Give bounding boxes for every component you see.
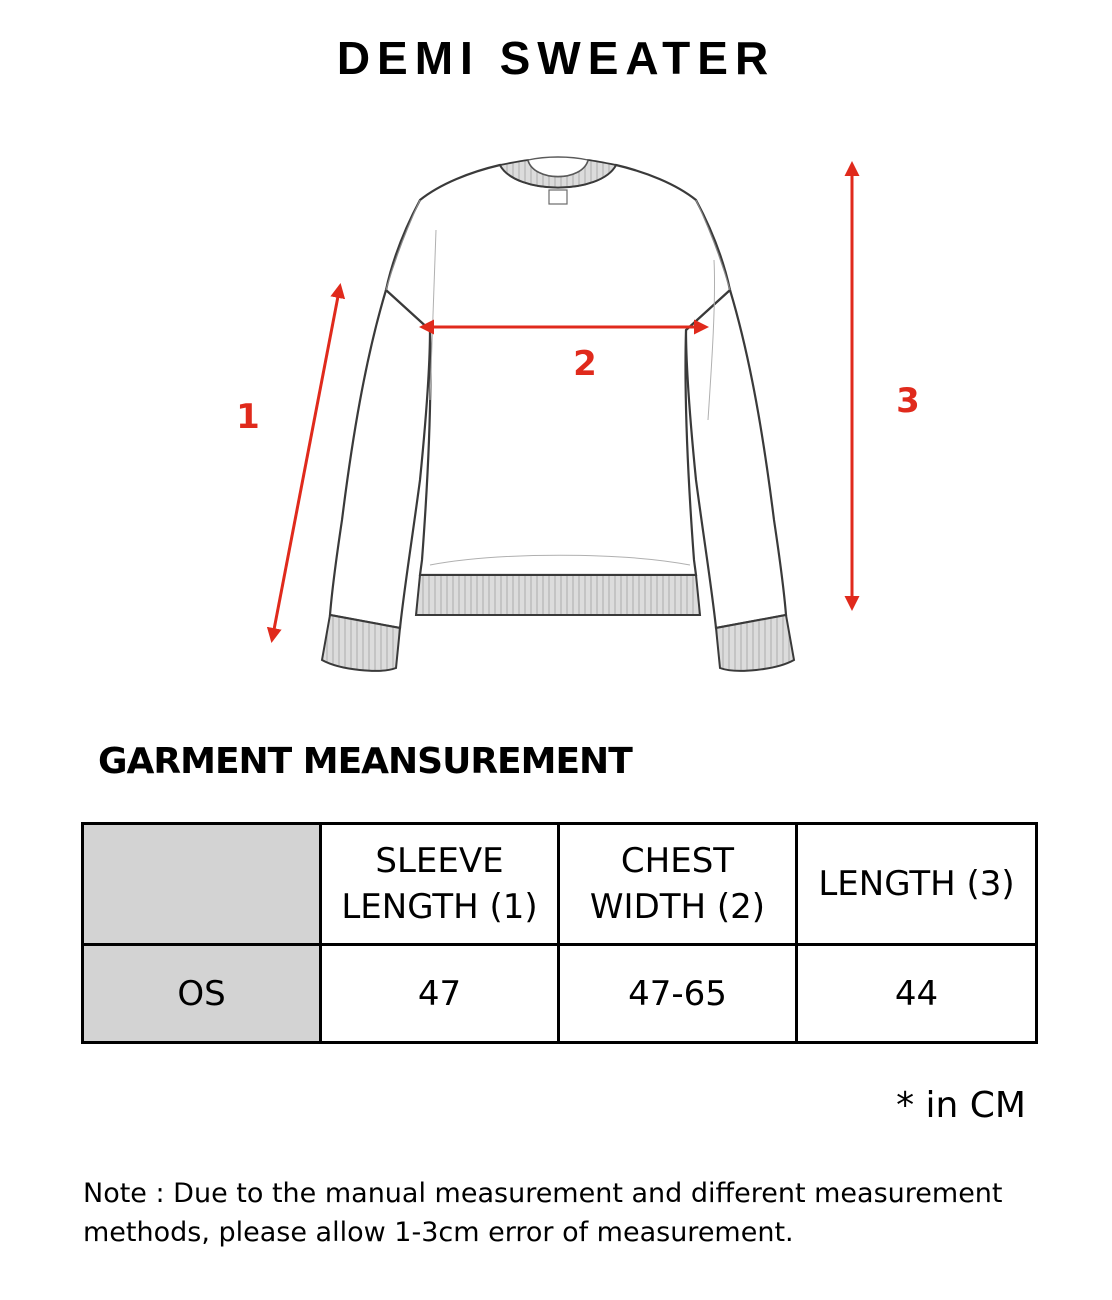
right-sleeve (686, 290, 786, 628)
column-header-line: CHEST (620, 841, 735, 881)
chest-width-value: 47-65 (559, 945, 797, 1043)
table-corner-cell (83, 824, 321, 945)
column-header-length (797, 824, 1037, 945)
length-value: 44 (797, 945, 1037, 1043)
hem-rib (416, 575, 700, 615)
sleeve-length-arrow (272, 286, 340, 640)
left-sleeve (330, 290, 430, 628)
column-header-sleeve-length (321, 824, 559, 945)
column-header-line: WIDTH (2) (589, 887, 766, 927)
marker-3-label: 3 (896, 381, 920, 421)
sweater-body (386, 165, 730, 575)
measurement-table (81, 822, 1038, 1044)
table-header-row (83, 824, 1037, 945)
page-title: DEMI SWEATER (336, 32, 776, 84)
column-header-chest-width (559, 824, 797, 945)
measurement-heading: GARMENT MEANSUREMENT (98, 741, 632, 782)
table-row (83, 945, 1037, 1043)
sweater-diagram (0, 140, 1112, 700)
measurement-disclaimer: Note : Due to the manual measurement and different measurement methods, please allow 1-3cm error of measurement. (83, 1178, 1003, 1248)
unit-note: * in CM (896, 1085, 1026, 1126)
marker-2-label: 2 (573, 344, 597, 384)
sleeve-length-value: 47 (321, 945, 559, 1043)
column-header-line: LENGTH (3) (818, 864, 1015, 904)
column-header-line: LENGTH (1) (341, 887, 538, 927)
marker-1-label: 1 (236, 397, 260, 437)
column-header-line: SLEEVE (375, 841, 504, 881)
size-cell: OS (83, 945, 321, 1043)
